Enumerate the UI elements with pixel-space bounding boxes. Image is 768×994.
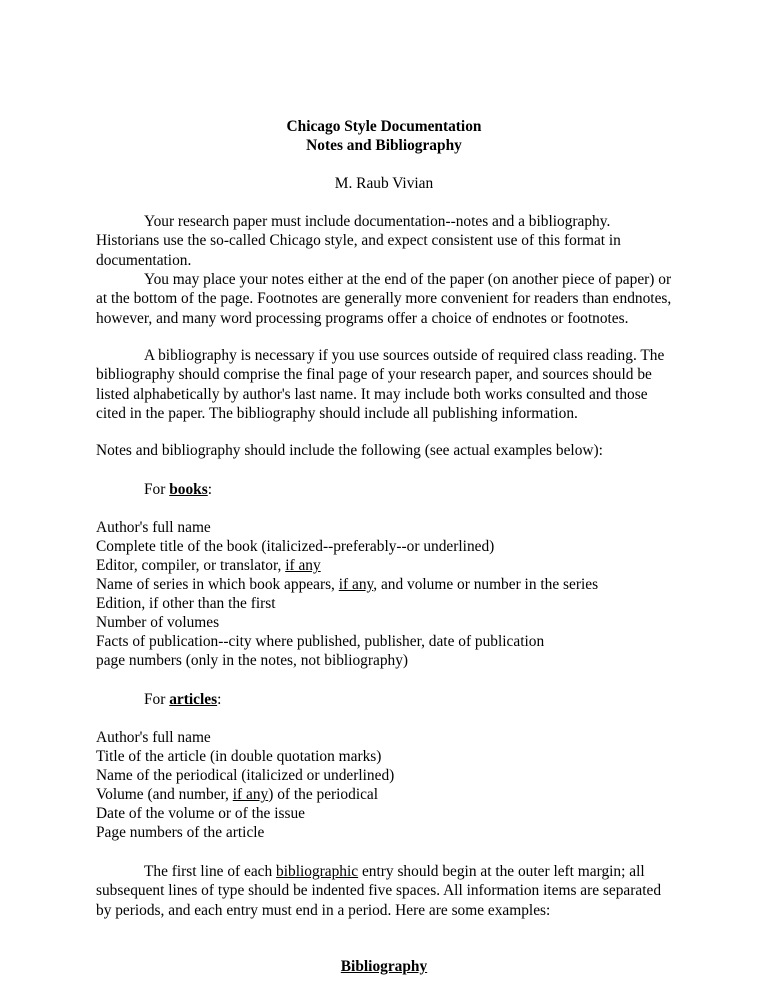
list-item: Editor, compiler, or translator, if any [96,557,321,574]
document-title: Chicago Style Documentation [286,118,482,135]
list-item: Name of series in which book appears, if any, and volume or number in the series [96,576,599,593]
list-item: Date of the volume or of the issue [96,805,305,822]
books-heading: For books: [144,481,213,498]
bibliography-heading: Bibliography [340,958,428,975]
paragraph-bibliography: A bibliography is necessary if you use sources outside of required class reading. The bibliography should comprise the final page of your research paper, and sources should be listed alphabetically by author's last name. It may include both works consulted and those cited in the paper. The bibliography should include all publishing information. [96,347,665,422]
articles-heading: For articles: [144,691,222,708]
paragraph-intro: Your research paper must include documentation--notes and a bibliography. Historians use the so-called Chicago style, and expect consistent use of this format in documentation. [96,213,621,269]
list-item: page numbers (only in the notes, not bibliography) [96,652,409,669]
list-item: Title of the article (in double quotation marks) [96,748,382,765]
articles-keyword: articles [169,691,218,708]
books-keyword: books [169,481,208,498]
list-item: Facts of publication--city where published, publisher, date of publication [96,633,545,650]
paragraph-entry-format: The first line of each bibliographic entry should begin at the outer left margin; all subsequent lines of type should be indented five spaces. All information items are separated by periods, and each entry must end in a period. Here are some examples: [96,863,662,919]
list-item: Volume (and number, if any) of the periodical [96,786,379,803]
list-item: Name of the periodical (italicized or underlined) [96,767,395,784]
document-subtitle: Notes and Bibliography [306,137,462,154]
paragraph-include-following: Notes and bibliography should include the following (see actual examples below): [96,442,603,459]
list-item: Edition, if other than the first [96,595,276,612]
list-item: Author's full name [96,519,211,536]
list-item: Page numbers of the article [96,824,265,841]
list-item: Author's full name [96,729,211,746]
document-author: M. Raub Vivian [334,175,434,192]
paragraph-notes-placement: You may place your notes either at the end of the paper (on another piece of paper) or at the bottom of the page. Footnotes are generally more convenient for readers than endnotes, however, and many word processing programs offer a choice of endnotes or footnotes. [96,271,672,327]
list-item: Number of volumes [96,614,220,631]
list-item: Complete title of the book (italicized--preferably--or underlined) [96,538,495,555]
